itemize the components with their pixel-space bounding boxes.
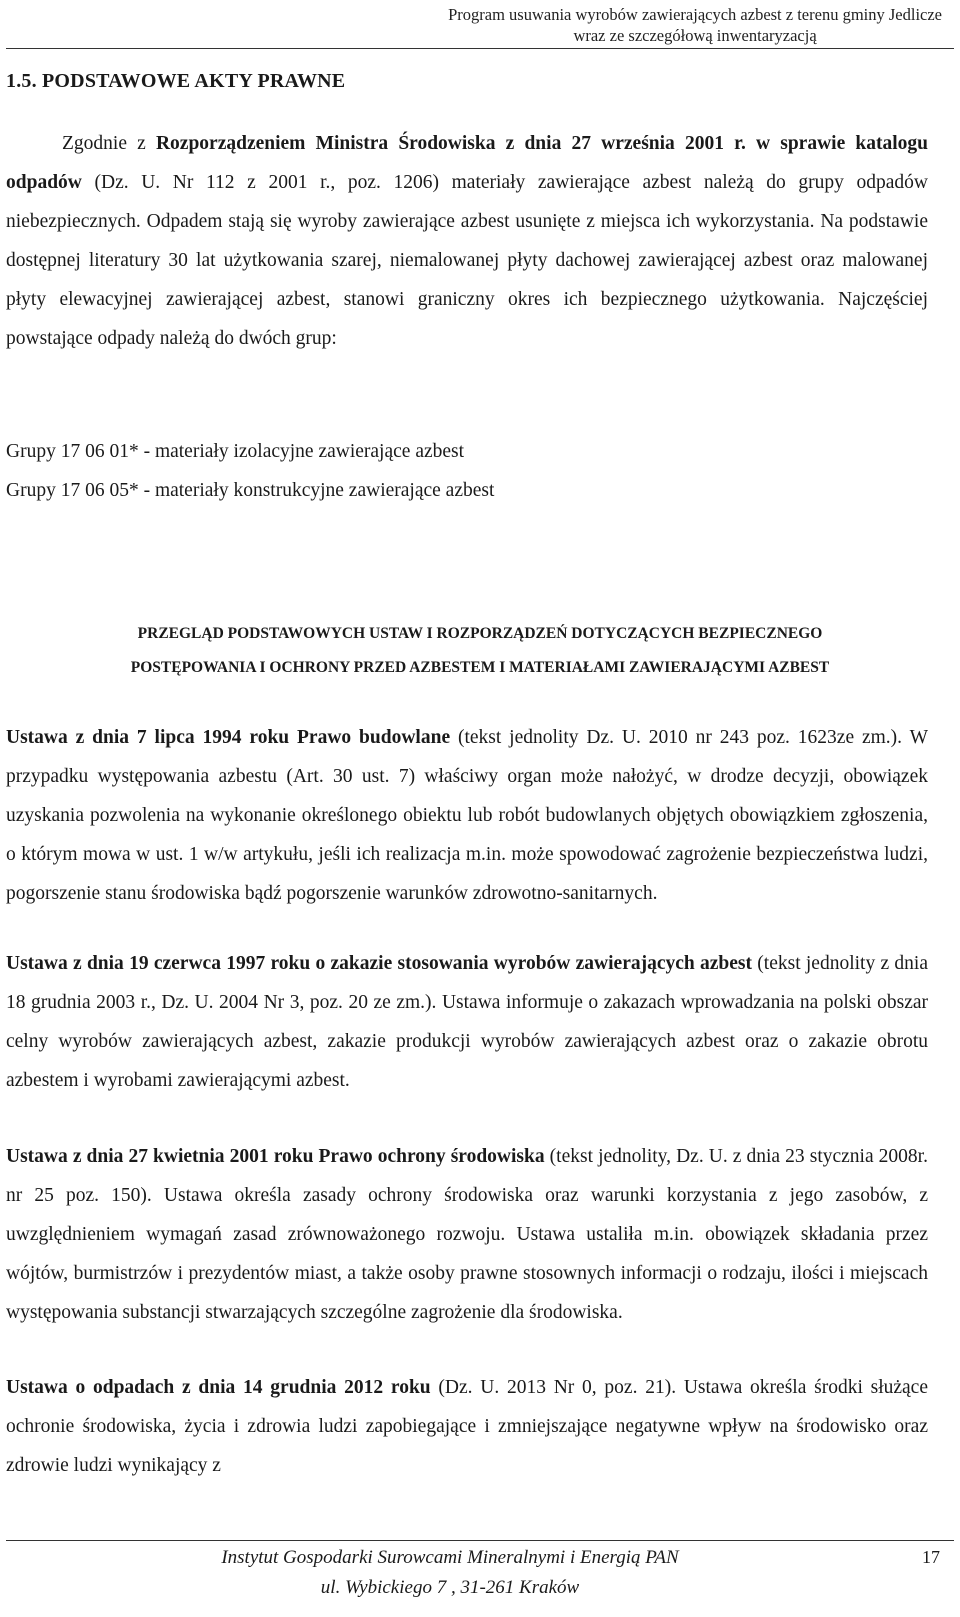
act-title: Ustawa o odpadach z dnia 14 grudnia 2012 roku [6, 1377, 431, 1398]
footer-line-1: Instytut Gospodarki Surowcami Mineralnymi i Energią PAN [221, 1547, 679, 1568]
act-paragraph-asbestos-ban [6, 944, 928, 1100]
footer-divider [6, 1540, 954, 1541]
page-header [448, 4, 942, 46]
act-title: Ustawa z dnia 27 kwietnia 2001 roku Prawo ochrony środowiska [6, 1146, 545, 1167]
overview-heading-line-1: PRZEGLĄD PODSTAWOWYCH USTAW I ROZPORZĄDZEŃ DOTYCZĄCYCH BEZPIECZNEGO [137, 625, 823, 642]
act-text: (tekst jednolity, Dz. U. z dnia 23 stycznia 2008r. nr 25 poz. 150). Ustawa określa zasady ochrony środowiska oraz warunki korzystania z jego zasobów, z uwzględnieniem wymagań zasad zrównoważonego rozwoju. Ustawa ustaliła m.in. obowiązek składania przez wójtów, burmistrzów i prezydentów miast, a także osoby prawne stosownych informacji o rodzaju, ilości i miejscach występowania substancji stwarzających szczególne zagrożenie dla środowiska. [6, 1146, 928, 1323]
overview-heading [0, 617, 960, 685]
act-title: Ustawa z dnia 7 lipca 1994 roku Prawo budowlane [6, 727, 451, 748]
act-title: Ustawa z dnia 19 czerwca 1997 roku o zakazie stosowania wyrobów zawierających azbest [6, 953, 753, 974]
header-line-1: Program usuwania wyrobów zawierających azbest z terenu gminy Jedlicze [448, 5, 942, 24]
footer-line-2: ul. Wybickiego 7 , 31-261 Kraków [320, 1577, 580, 1598]
act-paragraph-waste-act [6, 1368, 928, 1485]
intro-paragraph [6, 124, 928, 358]
header-divider [6, 48, 954, 49]
intro-text-2: (Dz. U. Nr 112 z 2001 r., poz. 1206) materiały zawierające azbest należą do grupy odpadów niebezpiecznych. Odpadem stają się wyroby zawierające azbest usunięte z miejsca ich wykorzystania. Na podstawie dostępnej literatury 30 lat użytkowania szarej, niemalowanej płyty dachowej zawierającej azbest oraz malowanej płyty elewacyjnej zawierającej azbest, stanowi graniczny okres ich bezpiecznego użytkowania. Najczęściej powstające odpady należą do dwóch grup: [6, 172, 928, 349]
waste-group-2: Grupy 17 06 05* - materiały konstrukcyjne zawierające azbest [6, 480, 495, 501]
section-title: 1.5. PODSTAWOWE AKTY PRAWNE [6, 70, 346, 92]
act-text: (tekst jednolity Dz. U. 2010 nr 243 poz. 1623ze zm.). W przypadku występowania azbestu (Art. 30 ust. 7) właściwy organ może nałożyć, w drodze decyzji, obowiązek uzyskania pozwolenia na wykonanie określonego obiektu lub robót budowlanych objętych obowiązkiem zgłoszenia, o którym mowa w ust. 1 w/w artykułu, jeśli ich realizacja m.in. może spowodować zagrożenie bezpieczeństwa ludzi, pogorszenie stanu środowiska bądź pogorszenie warunków zdrowotno-sanitarnych. [6, 727, 928, 904]
act-paragraph-building-law [6, 718, 928, 913]
waste-group-1: Grupy 17 06 01* - materiały izolacyjne zawierające azbest [6, 441, 465, 462]
page-number: 17 [922, 1547, 940, 1567]
overview-heading-line-2: POSTĘPOWANIA I OCHRONY PRZED AZBESTEM I MATERIAŁAMI ZAWIERAJĄCYMI AZBEST [130, 659, 830, 676]
page-footer [200, 1543, 700, 1603]
intro-text-1: Zgodnie z [62, 133, 156, 154]
intro-bold-regulation: Rozporządzeniem Ministra Środowiska z dnia 27 września 2001 r. w sprawie katalogu odpadów [6, 133, 929, 193]
act-paragraph-environment-law [6, 1137, 928, 1332]
act-text: (tekst jednolity z dnia 18 grudnia 2003 r., Dz. U. 2004 Nr 3, poz. 20 ze zm.). Ustawa informuje o zakazach wprowadzania na polski obszar celny wyrobów zawierających azbest, zakazie produkcji wyrobów zawierających azbest oraz o zakazie obrotu azbestem i wyrobami zawierającymi azbest. [6, 953, 928, 1091]
act-text: (Dz. U. 2013 Nr 0, poz. 21). Ustawa określa środki służące ochronie środowiska, życia i zdrowia ludzi zapobiegające i zmniejszające negatywne wpływ na środowisko oraz zdrowie ludzi wynikający z [6, 1377, 928, 1476]
header-line-2: wraz ze szczegółową inwentaryzacją [573, 26, 817, 45]
